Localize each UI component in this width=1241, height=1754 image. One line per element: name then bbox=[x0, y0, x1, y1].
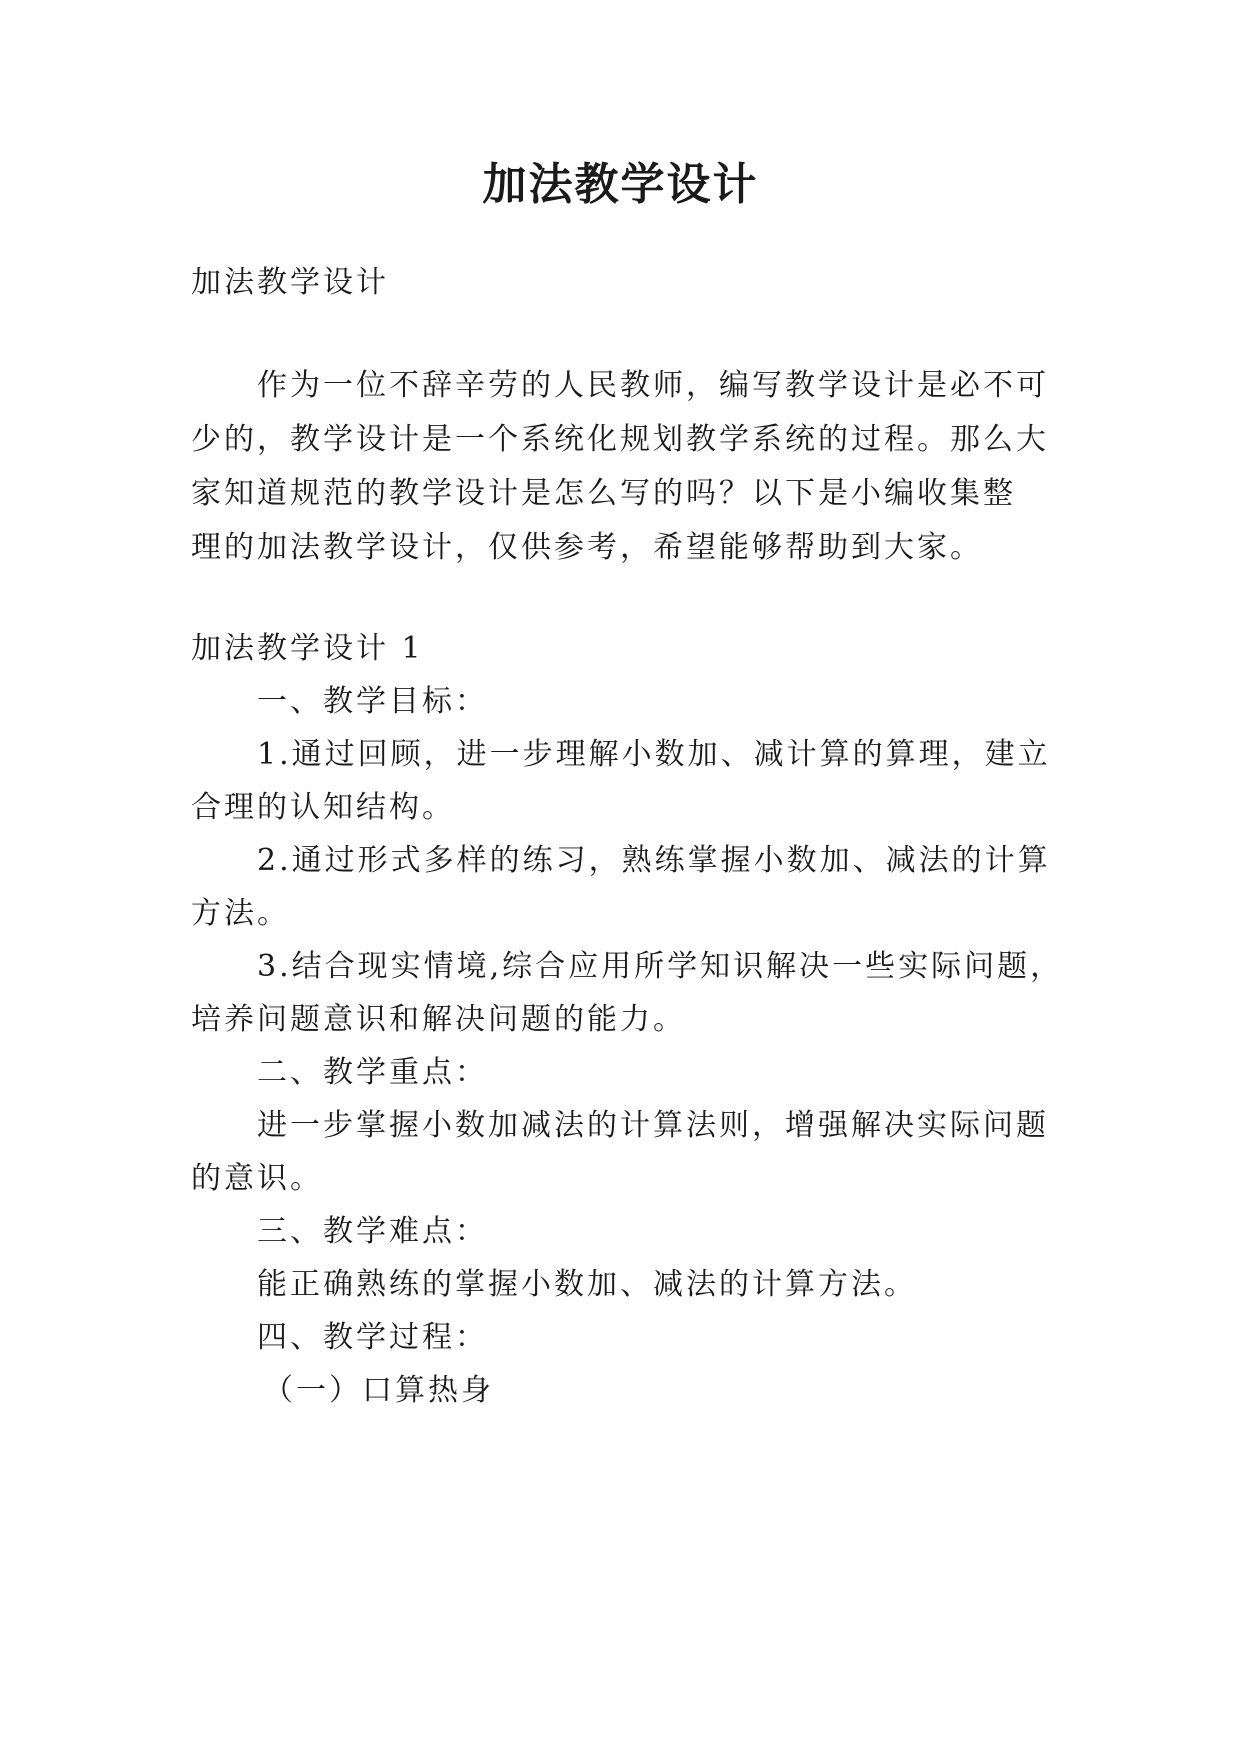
intro-line-1: 作为一位不辞辛劳的人民教师，编写教学设计是必不可 bbox=[257, 368, 1049, 403]
goal-2-line-2: 方法。 bbox=[191, 896, 290, 931]
intro-line-3: 家知道规范的教学设计是怎么写的吗？以下是小编收集整 bbox=[191, 476, 1016, 511]
goals-heading: 一、教学目标： bbox=[257, 684, 488, 719]
goal-3-line-1: 3.结合现实情境,综合应用所学知识解决一些实际问题， bbox=[257, 949, 1064, 984]
goal-1-line-2: 合理的认知结构。 bbox=[191, 790, 455, 825]
document-title: 加法教学设计 bbox=[482, 159, 759, 210]
subtitle: 加法教学设计 bbox=[191, 265, 389, 300]
process-step-1: （一）口算热身 bbox=[263, 1373, 494, 1408]
section-heading: 加法教学设计 1 bbox=[191, 631, 424, 666]
goal-3-line-2: 培养问题意识和解决问题的能力。 bbox=[191, 1002, 686, 1037]
key-text-line-2: 的意识。 bbox=[191, 1161, 323, 1196]
key-heading: 二、教学重点： bbox=[257, 1055, 488, 1090]
difficulty-heading: 三、教学难点： bbox=[257, 1214, 488, 1249]
goal-1-line-1: 1.通过回顾，进一步理解小数加、减计算的算理，建立 bbox=[257, 737, 1051, 772]
process-heading: 四、教学过程： bbox=[257, 1320, 488, 1355]
key-text-line-1: 进一步掌握小数加减法的计算法则，增强解决实际问题 bbox=[257, 1108, 1049, 1143]
goal-2-line-1: 2.通过形式多样的练习，熟练掌握小数加、减法的计算 bbox=[257, 843, 1051, 878]
intro-line-4: 理的加法教学设计，仅供参考，希望能够帮助到大家。 bbox=[191, 530, 983, 565]
intro-line-2: 少的，教学设计是一个系统化规划教学系统的过程。那么大 bbox=[191, 422, 1049, 457]
difficulty-text: 能正确熟练的掌握小数加、减法的计算方法。 bbox=[257, 1267, 917, 1302]
